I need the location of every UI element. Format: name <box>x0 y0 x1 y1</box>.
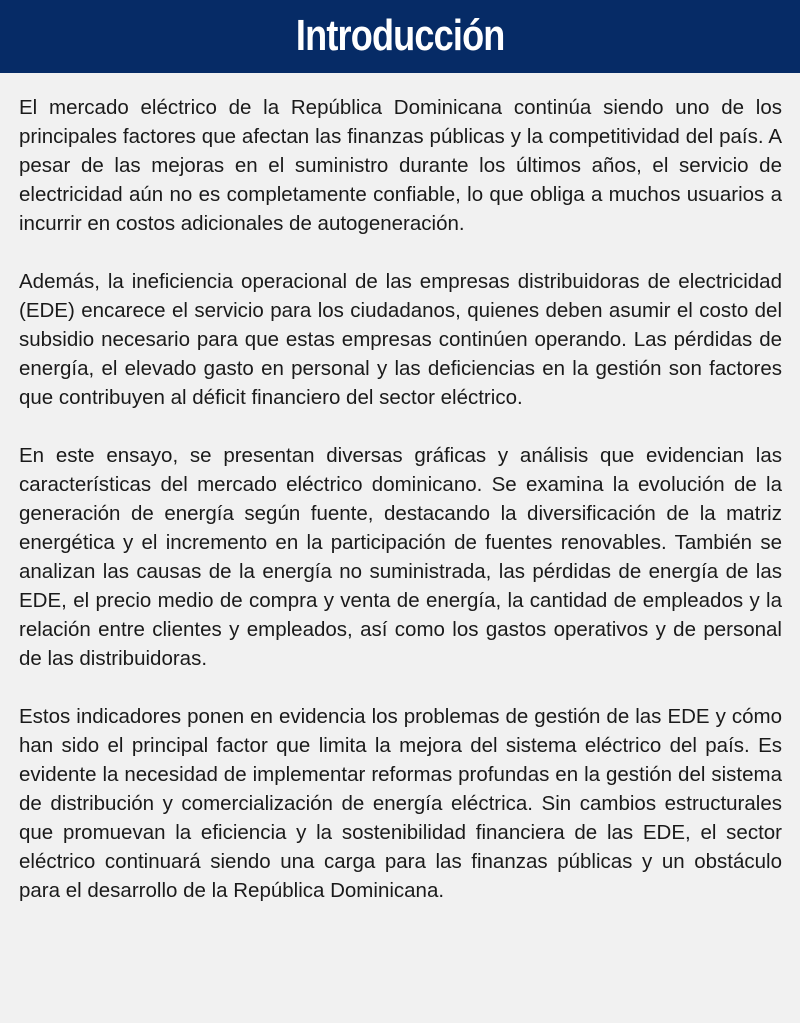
paragraph-conclusion: Estos indicadores ponen en evidencia los problemas de gestión de las EDE y cómo han sido el principal factor que limita la mejora del sistema eléctrico del país. Es evidente la necesidad de implementar reformas profundas en la gestión del sistema de distribución y comercialización de energía eléctrica. Sin cambios estructurales que promuevan la eficiencia y la sostenibilidad financiera de las EDE, el sector eléctrico continuará siendo una carga para las finanzas públicas y un obstáculo para el desarrollo de la República Dominicana. <box>19 705 782 902</box>
header-banner <box>0 0 800 73</box>
paragraph-inefficiency: Además, la ineficiencia operacional de las empresas distribuidoras de electricidad (EDE) encarece el servicio para los ciudadanos, quienes deben asumir el costo del subsidio necesario para que estas empresas continúen operando. Las pérdidas de energía, el elevado gasto en personal y las deficiencias en la gestión son factores que contribuyen al déficit financiero del sector eléctrico. <box>19 270 782 409</box>
page-title: Introducción <box>295 10 505 60</box>
paragraph-essay-scope: En este ensayo, se presentan diversas gráficas y análisis que evidencian las características del mercado eléctrico dominicano. Se examina la evolución de la generación de energía según fuente, destacando la diversificación de la matriz energética y el incremento en la participación de fuentes renovables. También se analizan las causas de la energía no suministrada, las pérdidas de energía de las EDE, el precio medio de compra y venta de energía, la cantidad de empleados y la relación entre clientes y empleados, así como los gastos operativos y de personal de las distribuidoras. <box>19 444 782 670</box>
document-body <box>19 93 782 905</box>
paragraph-intro: El mercado eléctrico de la República Dominicana continúa siendo uno de los principales factores que afectan las finanzas públicas y la competitividad del país. A pesar de las mejoras en el suministro durante los últimos años, el servicio de electricidad aún no es completamente confiable, lo que obliga a muchos usuarios a incurrir en costos adicionales de autogeneración. <box>19 96 782 235</box>
